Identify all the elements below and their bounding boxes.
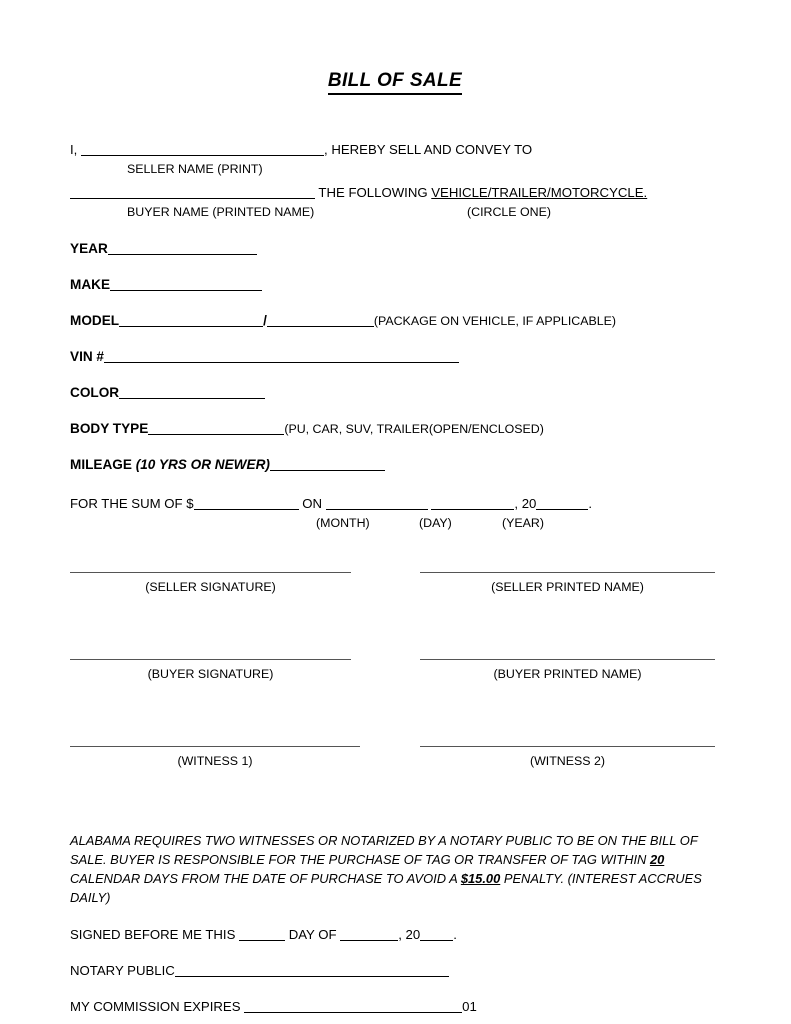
buyer-line	[70, 186, 720, 199]
field-vin-blank[interactable]	[104, 351, 459, 363]
sum-period: .	[588, 496, 593, 512]
witness-two-line[interactable]	[420, 746, 715, 747]
seller-signature-cell	[70, 572, 351, 594]
notice-part-three: PENALTY. (INTEREST ACCRUES DAILY)	[70, 870, 702, 905]
seller-signature-line[interactable]	[70, 572, 351, 573]
field-make-label: MAKE	[70, 277, 111, 293]
seller-printed-name-cell	[420, 572, 715, 594]
sum-day-caption: (DAY)	[419, 516, 452, 531]
sum-comma-twenty: , 20	[514, 496, 537, 512]
field-year	[70, 241, 720, 256]
buyer-caption-row	[127, 205, 720, 219]
notary-public-line	[70, 963, 720, 978]
field-body-type-blank[interactable]	[148, 423, 284, 435]
buyer-printed-name-line[interactable]	[420, 659, 715, 660]
notary-public-blank[interactable]	[175, 965, 449, 977]
sum-month-caption: (MONTH)	[316, 516, 370, 531]
notice-part-two: CALENDAR DAYS FROM THE DATE OF PURCHASE TO AVOID A	[70, 870, 461, 886]
field-model	[70, 313, 720, 328]
signature-row-witness	[70, 746, 720, 806]
field-year-label: YEAR	[70, 241, 108, 257]
seller-printed-name-caption: (SELLER PRINTED NAME)	[491, 580, 644, 595]
field-mileage-qualifier: (10 YRS OR NEWER)	[135, 457, 270, 473]
witness-two-caption: (WITNESS 2)	[529, 754, 606, 769]
field-color-blank[interactable]	[119, 387, 265, 399]
seller-signature-caption: (SELLER SIGNATURE)	[145, 580, 276, 595]
buyer-name-caption: BUYER NAME (PRINTED NAME)	[127, 205, 315, 220]
witness-one-cell	[70, 746, 360, 768]
commission-expires-blank[interactable]	[244, 1001, 462, 1013]
buyer-trailing-text: THE FOLLOWING	[315, 185, 432, 201]
buyer-signature-line[interactable]	[70, 659, 351, 660]
signature-section	[70, 572, 720, 806]
field-mileage-label: MILEAGE	[70, 457, 132, 473]
witness-one-caption: (WITNESS 1)	[177, 754, 253, 769]
day-of-label: DAY OF	[285, 927, 341, 943]
witness-two-cell	[420, 746, 715, 768]
buyer-printed-name-cell	[420, 659, 715, 681]
notice-penalty-emphasis: $15.00	[460, 870, 501, 886]
notary-public-label: NOTARY PUBLIC	[70, 963, 175, 979]
field-body-type	[70, 421, 720, 436]
commission-suffix-code: 01	[462, 999, 477, 1015]
witness-one-line[interactable]	[70, 746, 360, 747]
notice-days-emphasis: 20	[649, 852, 665, 868]
signed-before-me-line	[70, 927, 720, 942]
title-container	[70, 0, 720, 95]
document-body	[70, 0, 720, 1024]
intro-section	[70, 143, 720, 219]
seller-name-caption: SELLER NAME (PRINT)	[127, 162, 263, 177]
field-color	[70, 385, 720, 400]
vehicle-type-choices[interactable]: VEHICLE/TRAILER/MOTORCYCLE.	[431, 185, 648, 201]
notary-year-blank[interactable]	[420, 929, 453, 941]
field-model-label: MODEL	[70, 313, 120, 329]
sum-year-blank[interactable]	[536, 498, 588, 510]
field-year-blank[interactable]	[108, 243, 257, 255]
circle-one-caption: (CIRCLE ONE)	[467, 205, 551, 220]
sum-on-label: ON	[298, 496, 326, 512]
notary-comma-twenty: , 20	[398, 927, 421, 943]
notice-part-one: ALABAMA REQUIRES TWO WITNESSES OR NOTARIZED BY A NOTARY PUBLIC TO BE ON THE BILL OF SALE. BUYER IS RESPONSIBLE FOR THE PURCHASE OF TAG OR TRANSFER OF TAG WITHIN	[70, 833, 698, 868]
page-title: BILL OF SALE	[328, 70, 462, 95]
buyer-signature-caption: (BUYER SIGNATURE)	[147, 667, 274, 682]
seller-trailing-text: , HEREBY SELL AND CONVEY TO	[324, 142, 533, 157]
field-model-slash: /	[263, 313, 267, 329]
field-vin-label: VIN #	[70, 349, 104, 365]
field-model-package-blank[interactable]	[267, 315, 374, 327]
field-model-blank[interactable]	[119, 315, 263, 327]
sum-prefix-label: FOR THE SUM OF $	[70, 496, 194, 512]
field-body-type-label: BODY TYPE	[70, 421, 149, 437]
signed-before-me-label: SIGNED BEFORE ME THIS	[70, 927, 240, 943]
field-body-type-note: (PU, CAR, SUV, TRAILER(OPEN/ENCLOSED)	[284, 422, 544, 437]
notary-day-blank[interactable]	[239, 929, 285, 941]
field-vin	[70, 349, 720, 364]
commission-expires-label: MY COMMISSION EXPIRES	[70, 999, 245, 1015]
sum-line	[70, 496, 720, 511]
alabama-notice-paragraph	[70, 832, 718, 907]
field-color-label: COLOR	[70, 385, 120, 401]
notary-period: .	[453, 927, 457, 943]
buyer-printed-name-caption: (BUYER PRINTED NAME)	[493, 667, 642, 682]
buyer-name-blank[interactable]	[70, 187, 315, 199]
signature-row-buyer	[70, 659, 720, 746]
signature-row-seller	[70, 572, 720, 659]
seller-lead-text: I,	[70, 142, 81, 157]
field-make	[70, 277, 720, 292]
field-mileage	[70, 457, 720, 472]
seller-printed-name-line[interactable]	[420, 572, 715, 573]
field-mileage-blank[interactable]	[270, 459, 385, 471]
sum-amount-blank[interactable]	[194, 498, 299, 510]
seller-line	[70, 143, 720, 156]
notary-section	[70, 927, 720, 1014]
sum-month-blank[interactable]	[326, 498, 428, 510]
field-make-blank[interactable]	[110, 279, 262, 291]
commission-expires-line	[70, 999, 720, 1014]
buyer-signature-cell	[70, 659, 351, 681]
notary-month-blank[interactable]	[340, 929, 398, 941]
vehicle-fields-section	[70, 241, 720, 472]
sum-day-blank[interactable]	[431, 498, 514, 510]
sum-year-caption: (YEAR)	[502, 516, 544, 531]
field-model-note: (PACKAGE ON VEHICLE, IF APPLICABLE)	[373, 314, 617, 329]
seller-name-blank[interactable]	[81, 144, 324, 156]
sum-captions-row	[70, 516, 720, 532]
